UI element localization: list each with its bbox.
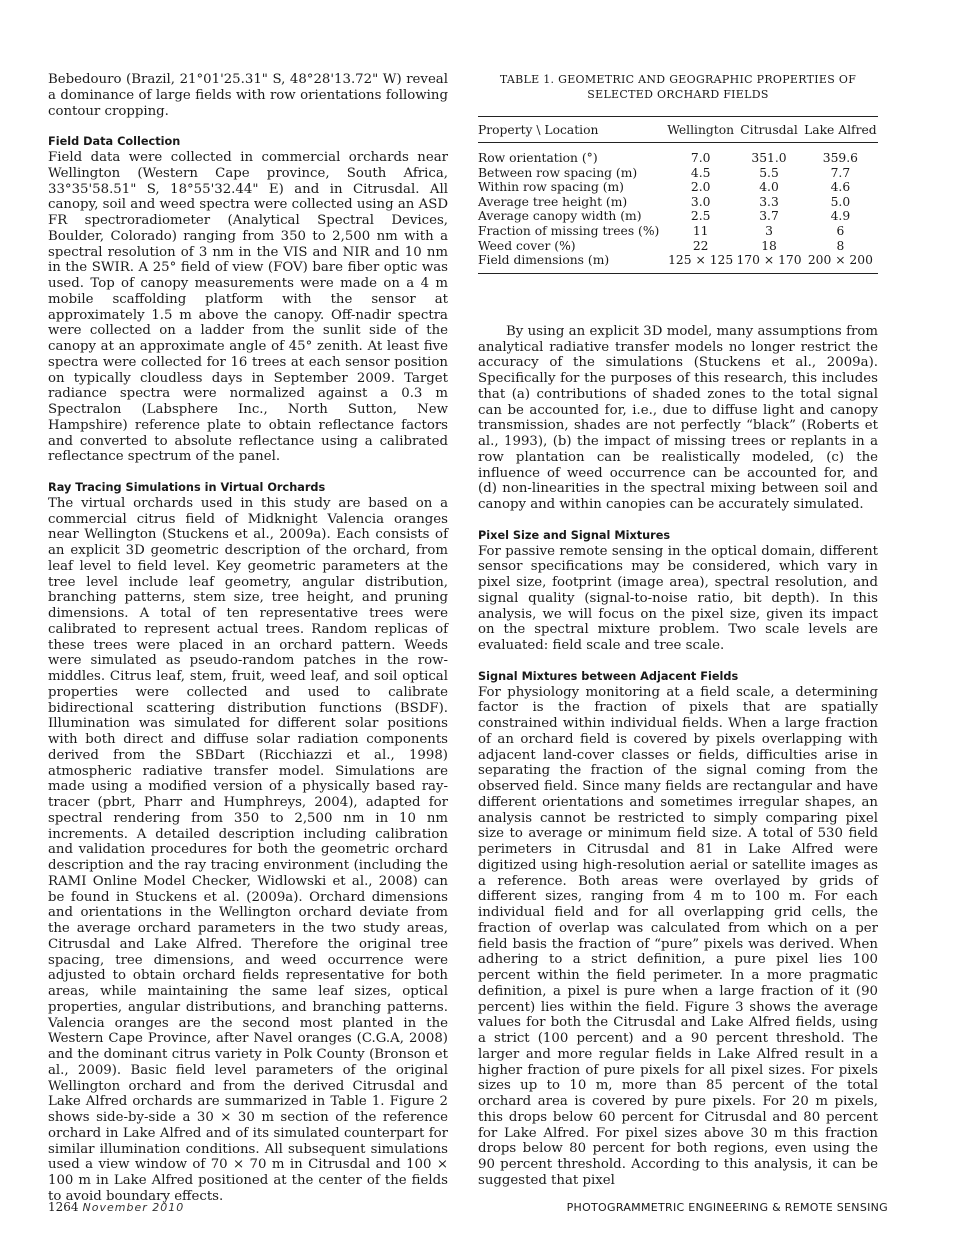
- table-row: [478, 224, 878, 239]
- table-cell: 22: [692, 238, 709, 253]
- table-cell: 11: [692, 223, 709, 238]
- heading-field-data-collection: Field Data Collection: [48, 135, 181, 149]
- table-cell: Within row spacing (m): [478, 180, 624, 195]
- paragraph-ray-tracing: The virtual orchards used in this study are based on a commercial citrus field of Midknight Valencia oranges near Wellington (Stuckens et al., 2009a). Each consists of an explicit 3D geometric description of the orchard, from leaf level to field level. Key geometric parameters at the tree level include leaf geometry, angular distribution, branching patterns, stem size, tree height, and pruning dimensions. A total of ten representative trees were calibrated to represent actual trees. Random replicas of these trees were placed in an orchard pattern. Weeds were simulated as pseudo-random patches in the row-middles. Citrus leaf, stem, fruit, weed leaf, and soil optical properties were collected and used to calibrate bidirectional scattering distribution functions (BSDF). Illumination was simulated for different solar positions with both direct and diffuse solar radiation components derived from the SBDart (Ricchiazzi et al., 1998) atmospheric radiative transfer model. Simulations are made using a modified version of a physically based ray-tracer (pbrt, Pharr and Humphreys, 2004), adapted for spectral rendering from 350 to 2,500 nm in 10 nm increments. A detailed description including calibration and validation procedures for both the geometric orchard description and the ray tracing environment (including the RAMI Online Model Checker, Widlowski et al., 2008) can be found in Stuckens et al. (2009a). Orchard dimensions and orientations in the Wellington orchard deviate from the average orchard parameters in the two study areas, Citrusdal and Lake Alfred. Therefore the original tree spacing, tree dimensions, and weed occurrence were adjusted to obtain orchard fields representative for both areas, while maintaining the same leaf sizes, optical properties, angular distributions, and branching patterns. Valencia oranges are the second most planted in the Western Cape Province, after Navel oranges (C.G.A, 2008) and the dominant citrus variety in Polk County (Bronson et al., 2009). Basic field level parameters of the original Wellington orchard and from the derived Citrusdal and Lake Alfred orchards are summarized in Table 1. Figure 2 shows side-by-side a 30 × 30 m section of the reference orchard in Lake Alfred and of its simulated counterpart for similar illumination conditions. All subsequent simulations used a view window of 70 × 70 m in Citrusdal and 100 × 100 m in Lake Alfred positioned at the center of the fields to avoid boundary effects.: [48, 495, 448, 1204]
- table-cell: 2.0: [690, 180, 711, 195]
- table-cell: 351.0: [751, 151, 787, 165]
- journal-name: PHOTOGRAMMETRIC ENGINEERING & REMOTE SENSING: [566, 1201, 888, 1214]
- table-cell: 8: [836, 238, 845, 253]
- page-number: 1264: [48, 1200, 79, 1214]
- table-cell: 170 × 170: [736, 253, 802, 268]
- table-row: [478, 166, 878, 181]
- table-cell: Between row spacing (m): [478, 165, 638, 180]
- right-column: [478, 72, 878, 1189]
- header-wellington: Wellington: [667, 123, 735, 137]
- table-1: [478, 72, 878, 274]
- table-cell: Row orientation (°): [478, 151, 598, 165]
- properties-table: [478, 116, 878, 274]
- table-cell: 2.5: [690, 209, 711, 224]
- table-row: [478, 143, 878, 166]
- issue-date: November 2010: [82, 1201, 185, 1214]
- paragraph-explicit-3d: By using an explicit 3D model, many assumptions from analytical radiative transfer models no longer restrict the accuracy of the simulations (Stuckens et al., 2009a). Specifically for the purposes of this research, this includes that (a) contributions of shaded zones to the total signal can be accounted for, i.e., due to diffuse light and canopy transmission, shades are not perfectly “black” (Roberts et al., 1993), (b) the impact of missing trees or replants in a row plantation can be realistically modeled, (c) the influence of weed occurrence can be accounted for, and (d) non-linearities in the spectral mixing between soil and canopy and within canopies can be accurately simulated.: [478, 323, 878, 512]
- table-cell: 7.0: [690, 151, 711, 165]
- table-cell: 5.0: [830, 194, 851, 209]
- table-cell: 125 × 125: [668, 253, 734, 268]
- table-cell: 7.7: [830, 165, 851, 180]
- table-cell: Fraction of missing trees (%): [478, 223, 660, 238]
- table-cell: 4.6: [830, 180, 851, 195]
- header-property: Property \ Location: [478, 123, 599, 137]
- table-cell: 18: [761, 238, 777, 253]
- table-caption-line2: SELECTED ORCHARD FIELDS: [587, 88, 769, 101]
- paragraph-field-data: Field data were collected in commercial orchards near Wellington (Western Cape province, South Africa, 33°35'58.51" S, 18°55'32.44" E) and in Citrusdal. All canopy, soil and weed spectra were collected using an ASD FR spectroradiometer (Analytical Spectral Devices, Boulder, Colorado) ranging from 350 to 2,500 nm with a spectral resolution of 3 nm in the VIS and NIR and 10 nm in the SWIR. A 25° field of view (FOV) bare fiber optic was used. Top of canopy measurements were made on a 4 m mobile scaffolding platform with the sensor at approximately 1.5 m above the canopy. Off-nadir spectra were collected on a ladder from the sunlit side of the canopy at an approximate angle of 45° zenith. At least five spectra were collected for 16 trees at each sensor position on typically cloudless days in September 2009. Target radiance spectra were normalized against a 0.3 m Spectralon (Labsphere Inc., North Sutton, New Hampshire) reference plate to obtain reflectance factors and converted to absolute reflectance using a calibrated reflectance spectrum of the panel.: [48, 150, 448, 465]
- header-citrusdal: Citrusdal: [740, 123, 798, 137]
- paragraph-signal-mixtures: For physiology monitoring at a field scale, a determining factor is the fraction of pixels that are spatially constrained within individual fields. When a large fraction of an orchard field is covered by pixels overlapping with adjacent land-cover classes or fields, difficulties arise in separating the fraction of the signal coming from the observed field. Since many fields are rectangular and have different orientations and sometimes irregular shapes, an analysis cannot be restricted to simply comparing pixel size to average or minimum field size. A total of 530 field perimeters in Citrusdal and 81 in Lake Alfred were digitized using high-resolution aerial or satellite images as a reference. Both areas were overlayed by grids of different sizes, ranging from 4 m to 100 m. For each individual field and for all overlapping grid cells, the fraction of overlap was calculated from which on a per field basis the fraction of “pure” pixels was derived. When adhering to a strict definition, a pure pixel lies 100 percent within the field perimeter. In a more pragmatic definition, a pixel is pure when a large fraction of it (90 percent) lies within the field. Figure 3 shows the average values for both the Citrusdal and Lake Alfred fields, using a strict (100 percent) and a 90 percent threshold. The larger and more regular fields in Lake Alfred result in a higher fraction of pure pixels for all pixel sizes. For pixels sizes up to 10 m, more than 85 percent of the total orchard area is covered by pure pixels. For 20 m pixels, this drops below 60 percent for Citrusdal and 80 percent for Lake Alfred. For pixel sizes above 30 m this fraction drops below 80 percent for both regions, even using the 90 percent threshold. According to this analysis, it can be suggested that pixel: [478, 684, 878, 1188]
- table-cell: 3.7: [759, 209, 779, 224]
- paragraph-pixel-size: For passive remote sensing in the optical domain, different sensor specifications may be considered, which vary in pixel size, footprint (image area), spectral resolution, and signal quality (signal-to-noise ratio, bit depth). In this analysis, we will focus on the pixel size, given its impact on the spectral mixture problem. Two scale levels are evaluated: field scale and tree scale.: [478, 543, 878, 653]
- table-cell: 4.5: [690, 165, 711, 180]
- table-row: [478, 180, 878, 195]
- table-row: [478, 195, 878, 210]
- heading-pixel-size: Pixel Size and Signal Mixtures: [478, 528, 671, 542]
- table-cell: 200 × 200: [807, 253, 873, 268]
- table-cell: 6: [836, 223, 845, 238]
- table-cell: 4.0: [759, 180, 779, 195]
- table-cell: 359.6: [822, 151, 858, 165]
- page-footer-left: [48, 1200, 184, 1214]
- table-cell: 3.3: [759, 194, 779, 209]
- table-cell: 3.0: [690, 194, 711, 209]
- heading-ray-tracing: Ray Tracing Simulations in Virtual Orchards: [48, 481, 326, 494]
- table-row: [478, 239, 878, 254]
- left-column: [48, 72, 448, 1205]
- table-cell: Average canopy width (m): [478, 209, 642, 224]
- paragraph-continuation: Bebedouro (Brazil, 21°01'25.31" S, 48°28'13.72" W) reveal a dominance of large fields with row orientations following contour cropping.: [48, 72, 448, 119]
- table-caption-line1: TABLE 1. GEOMETRIC AND GEOGRAPHIC PROPERTIES OF: [499, 73, 857, 86]
- table-row: [478, 209, 878, 224]
- table-cell: Average tree height (m): [478, 194, 628, 209]
- table-cell: 4.9: [830, 209, 851, 224]
- table-row: [478, 253, 878, 273]
- heading-signal-mixtures: Signal Mixtures between Adjacent Fields: [478, 669, 739, 683]
- table-cell: Weed cover (%): [478, 238, 576, 253]
- table-header-row: [478, 117, 878, 143]
- table-cell: Field dimensions (m): [478, 253, 610, 268]
- header-lake-alfred: Lake Alfred: [804, 123, 877, 137]
- table-cell: 5.5: [759, 165, 779, 180]
- table-cell: 3: [765, 223, 773, 238]
